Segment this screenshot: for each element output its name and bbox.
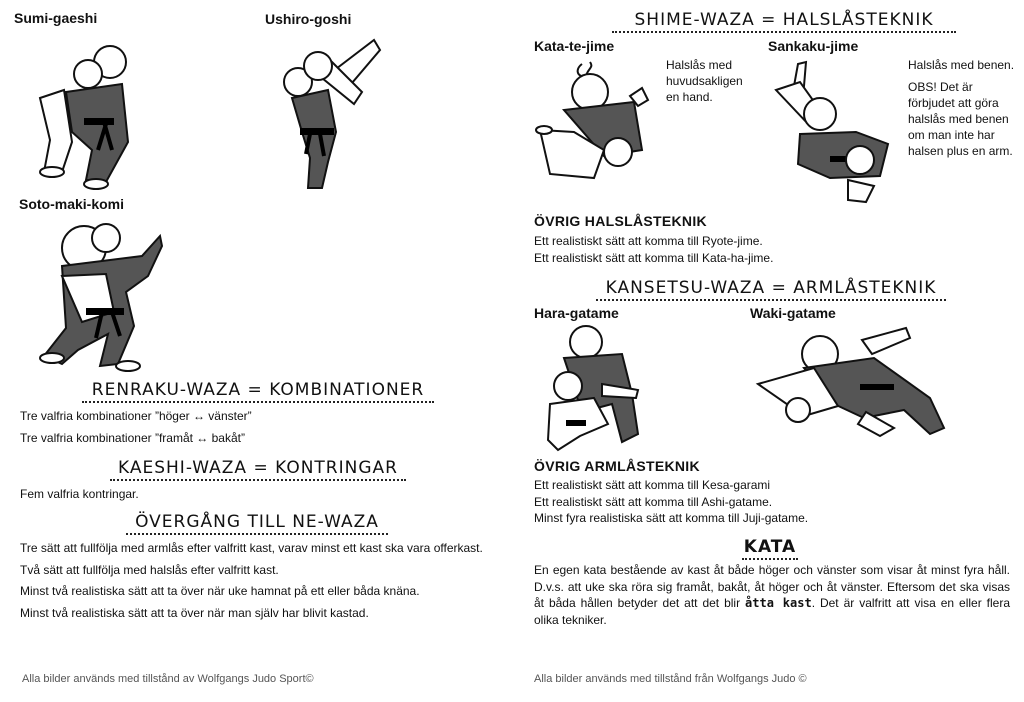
sankaku-jime-illustration	[770, 60, 894, 208]
sumi-gaeshi-label: Sumi-gaeshi	[14, 10, 98, 26]
ushiro-goshi-illustration	[262, 32, 384, 192]
ovrig-arm-line-3: Minst fyra realistiska sätt att komma till Juji-gatame.	[534, 511, 809, 525]
soto-maki-komi-label: Soto-maki-komi	[19, 196, 125, 212]
kata-heading: KATA	[742, 537, 798, 560]
sankaku-note-2: OBS! Det är förbjudet att göra halslås med benen om man inte har halsen plus en arm.	[908, 80, 1013, 158]
ovrig-halslasteknik-heading: ÖVRIG HALSLÅSTEKNIK	[534, 213, 707, 229]
ovrig-hals-line-2: Ett realistiskt sätt att komma till Kata-ha-jime.	[534, 250, 774, 265]
ushiro-goshi-label: Ushiro-goshi	[265, 11, 352, 27]
kata-text-end: . Det är valfritt att visa en eller flera olika tekniker.	[534, 596, 1010, 627]
sankaku-jime-label: Sankaku-jime	[768, 38, 859, 54]
left-footer-credit: Alla bilder används med tillstånd av Wolfgangs Judo Sport©	[22, 673, 314, 685]
overgang-line-4: Minst två realistiska sätt att ta över när man själv har blivit kastad.	[20, 605, 369, 620]
kaeshi-waza-text: Fem valfria kontringar.	[20, 487, 139, 501]
ovrig-arm-line-1: Ett realistiskt sätt att komma till Kesa-garami	[534, 478, 771, 492]
renraku-line-2: Tre valfria kombinationer ”framåt ↔ bakåt”	[20, 430, 245, 445]
overgang-line-1: Tre sätt att fullfölja med armlås efter valfritt kast, varav minst ett kast ska vara offerkast.	[20, 541, 483, 555]
kata-text-start: En egen kata bestående av kast åt både höger och vänster som visar åt minst fyra håll. D.v.s. att uke ska röra sig framåt, bakåt, åt höger och åt vänster. Eftersom det ska visas åt båda hållen betyder det att det blir	[534, 563, 1010, 610]
sumi-gaeshi-illustration	[22, 32, 140, 192]
kata-te-jime-label: Kata-te-jime	[534, 38, 615, 54]
hara-gatame-label: Hara-gatame	[534, 305, 619, 321]
waki-gatame-label: Waki-gatame	[750, 305, 836, 321]
renraku-waza-text	[20, 408, 480, 451]
ovrig-armlasteknik-text	[534, 477, 1004, 527]
overgang-ne-waza-text	[20, 540, 496, 626]
ovrig-halslasteknik-text	[534, 233, 1004, 266]
right-footer-credit: Alla bilder används med tillstånd från Wolfgangs Judo ©	[534, 673, 807, 685]
ovrig-arm-line-2: Ett realistiskt sätt att komma till Ashi-gatame.	[534, 494, 773, 509]
sankaku-note-1: Halslås med benen.	[908, 58, 1015, 72]
renraku-waza-heading: RENRAKU-WAZA = KOMBINATIONER	[82, 380, 434, 403]
hara-gatame-illustration	[542, 324, 648, 456]
sankaku-jime-notes	[908, 57, 1020, 159]
ovrig-hals-line-1: Ett realistiskt sätt att komma till Ryote-jime.	[534, 234, 763, 248]
ovrig-armlasteknik-heading: ÖVRIG ARMLÅSTEKNIK	[534, 458, 700, 474]
overgang-line-2: Två sätt att fullfölja med halslås efter valfritt kast.	[20, 562, 279, 577]
shime-waza-heading: SHIME-WAZA = HALSLÅSTEKNIK	[612, 10, 956, 33]
overgang-line-3: Minst två realistiska sätt att ta över när uke hamnat på ett eller båda knäna.	[20, 584, 420, 598]
waki-gatame-illustration	[754, 324, 950, 440]
kata-text	[534, 562, 1010, 628]
kata-text-emphasis: åtta kast	[745, 596, 812, 610]
soto-maki-komi-illustration	[22, 216, 164, 372]
kansetsu-waza-heading: KANSETSU-WAZA = ARMLÅSTEKNIK	[596, 278, 946, 301]
overgang-ne-waza-heading: ÖVERGÅNG TILL NE-WAZA	[126, 512, 388, 535]
kata-te-jime-illustration	[534, 60, 660, 184]
renraku-line-1: Tre valfria kombinationer ”höger ↔ vänster”	[20, 409, 252, 423]
kaeshi-waza-heading: KAESHI-WAZA = KONTRINGAR	[110, 458, 406, 481]
kata-te-jime-note: Halslås med huvudsakligen en hand.	[666, 58, 743, 104]
